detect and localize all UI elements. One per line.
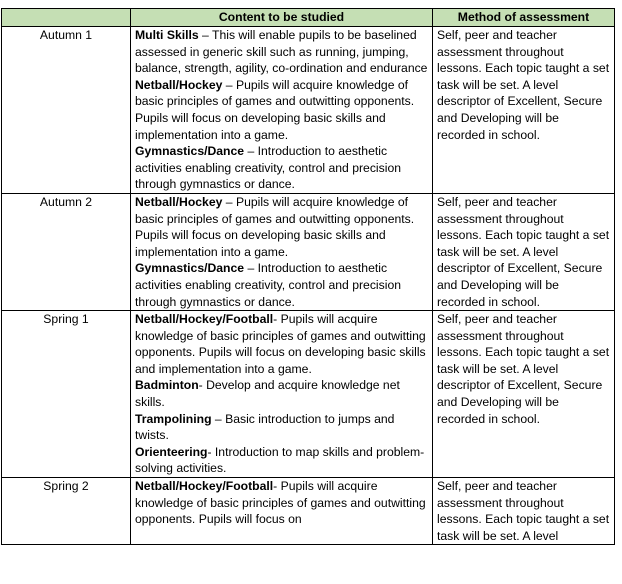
entry-separator: –	[222, 77, 236, 92]
entry-text: Pupils will acquire knowledge of basic principles of games and outwitting opponents. Pupils will focus on developing basic skills and implementation into a game.	[135, 77, 415, 142]
entry-title: Netball/Hockey/Football	[135, 312, 274, 327]
entry-text: Basic introduction to jumps and twists.	[135, 411, 395, 443]
entry-text: Introduction to map skills and problem-solving activities.	[135, 444, 425, 476]
entry-title: Netball/Hockey/Football	[135, 479, 274, 494]
entry-text: Pupils will acquire knowledge of basic principles of games and outwitting opponents. Pupils will focus on developing basic skills and implementation into a game.	[135, 194, 415, 259]
content-cell	[131, 27, 433, 194]
header-content: Content to be studied	[131, 9, 433, 27]
entry-title: Badminton	[135, 378, 199, 393]
entry-title: Multi Skills	[135, 28, 199, 42]
table-row	[2, 311, 615, 478]
header-row	[2, 9, 615, 27]
content-cell	[131, 193, 433, 310]
entry-text: Pupils will acquire knowledge of basic principles of games and outwitting opponents. Pupils will focus on	[135, 479, 426, 527]
curriculum-table	[1, 8, 615, 545]
table-row	[2, 27, 615, 194]
content-entry	[135, 444, 428, 477]
assessment-cell: Self, peer and teacher assessment throughout lessons. Each topic taught a set task will be set. A level	[433, 478, 615, 545]
content-cell	[131, 478, 433, 545]
content-entry	[135, 77, 428, 143]
entry-separator: -	[198, 378, 207, 393]
entry-text: Introduction to aesthetic activities enabling creativity, control and precision through gymnastics or dance.	[135, 261, 401, 309]
entry-title: Orienteering	[135, 444, 208, 459]
entry-separator: -	[273, 479, 281, 494]
term-cell: Autumn 2	[2, 193, 131, 310]
entry-separator: –	[222, 194, 236, 209]
entry-separator: –	[211, 411, 226, 426]
term-cell: Autumn 1	[2, 27, 131, 194]
entry-title: Netball/Hockey	[135, 194, 223, 209]
assessment-cell: Self, peer and teacher assessment throughout lessons. Each topic taught a set task will be set. A level descriptor of Excellent, Secure and Developing will be recorded in school.	[433, 27, 615, 194]
entry-text: Introduction to aesthetic activities enabling creativity, control and precision through gymnastics or dance.	[135, 144, 401, 192]
entry-text: Pupils will acquire knowledge of basic principles of games and outwitting opponents. Pupils will focus on developing basic skills and implementation into a game.	[135, 312, 426, 376]
term-cell: Spring 1	[2, 311, 131, 478]
header-term	[2, 9, 131, 27]
entry-separator: –	[244, 144, 258, 159]
entry-title: Netball/Hockey	[135, 77, 223, 92]
term-cell: Spring 2	[2, 478, 131, 545]
content-cell	[131, 311, 433, 478]
assessment-cell: Self, peer and teacher assessment throughout lessons. Each topic taught a set task will be set. A level descriptor of Excellent, Secure and Developing will be recorded in school.	[433, 193, 615, 310]
header-assessment: Method of assessment	[433, 9, 615, 27]
entry-separator: –	[244, 261, 258, 276]
table-row	[2, 478, 615, 545]
content-entry	[135, 194, 428, 260]
content-entry	[135, 311, 428, 377]
assessment-cell: Self, peer and teacher assessment throughout lessons. Each topic taught a set task will be set. A level descriptor of Excellent, Secure and Developing will be recorded in school.	[433, 311, 615, 478]
entry-text: This will enable pupils to be baselined assessed in generic skill such as running, jumping, balance, strength, agility, co-ordination and endurance	[135, 28, 428, 76]
content-entry	[135, 478, 428, 528]
content-entry	[135, 260, 428, 310]
content-entry	[135, 27, 428, 77]
content-entry	[135, 411, 428, 444]
entry-text: Develop and acquire knowledge net skills.	[135, 378, 400, 410]
entry-title: Gymnastics/Dance	[135, 144, 245, 159]
entry-title: Gymnastics/Dance	[135, 261, 245, 276]
content-entry	[135, 143, 428, 193]
table-row	[2, 193, 615, 310]
entry-separator: -	[207, 444, 215, 459]
entry-separator: –	[198, 28, 213, 42]
content-entry	[135, 377, 428, 410]
entry-title: Trampolining	[135, 411, 212, 426]
entry-separator: -	[273, 312, 281, 327]
